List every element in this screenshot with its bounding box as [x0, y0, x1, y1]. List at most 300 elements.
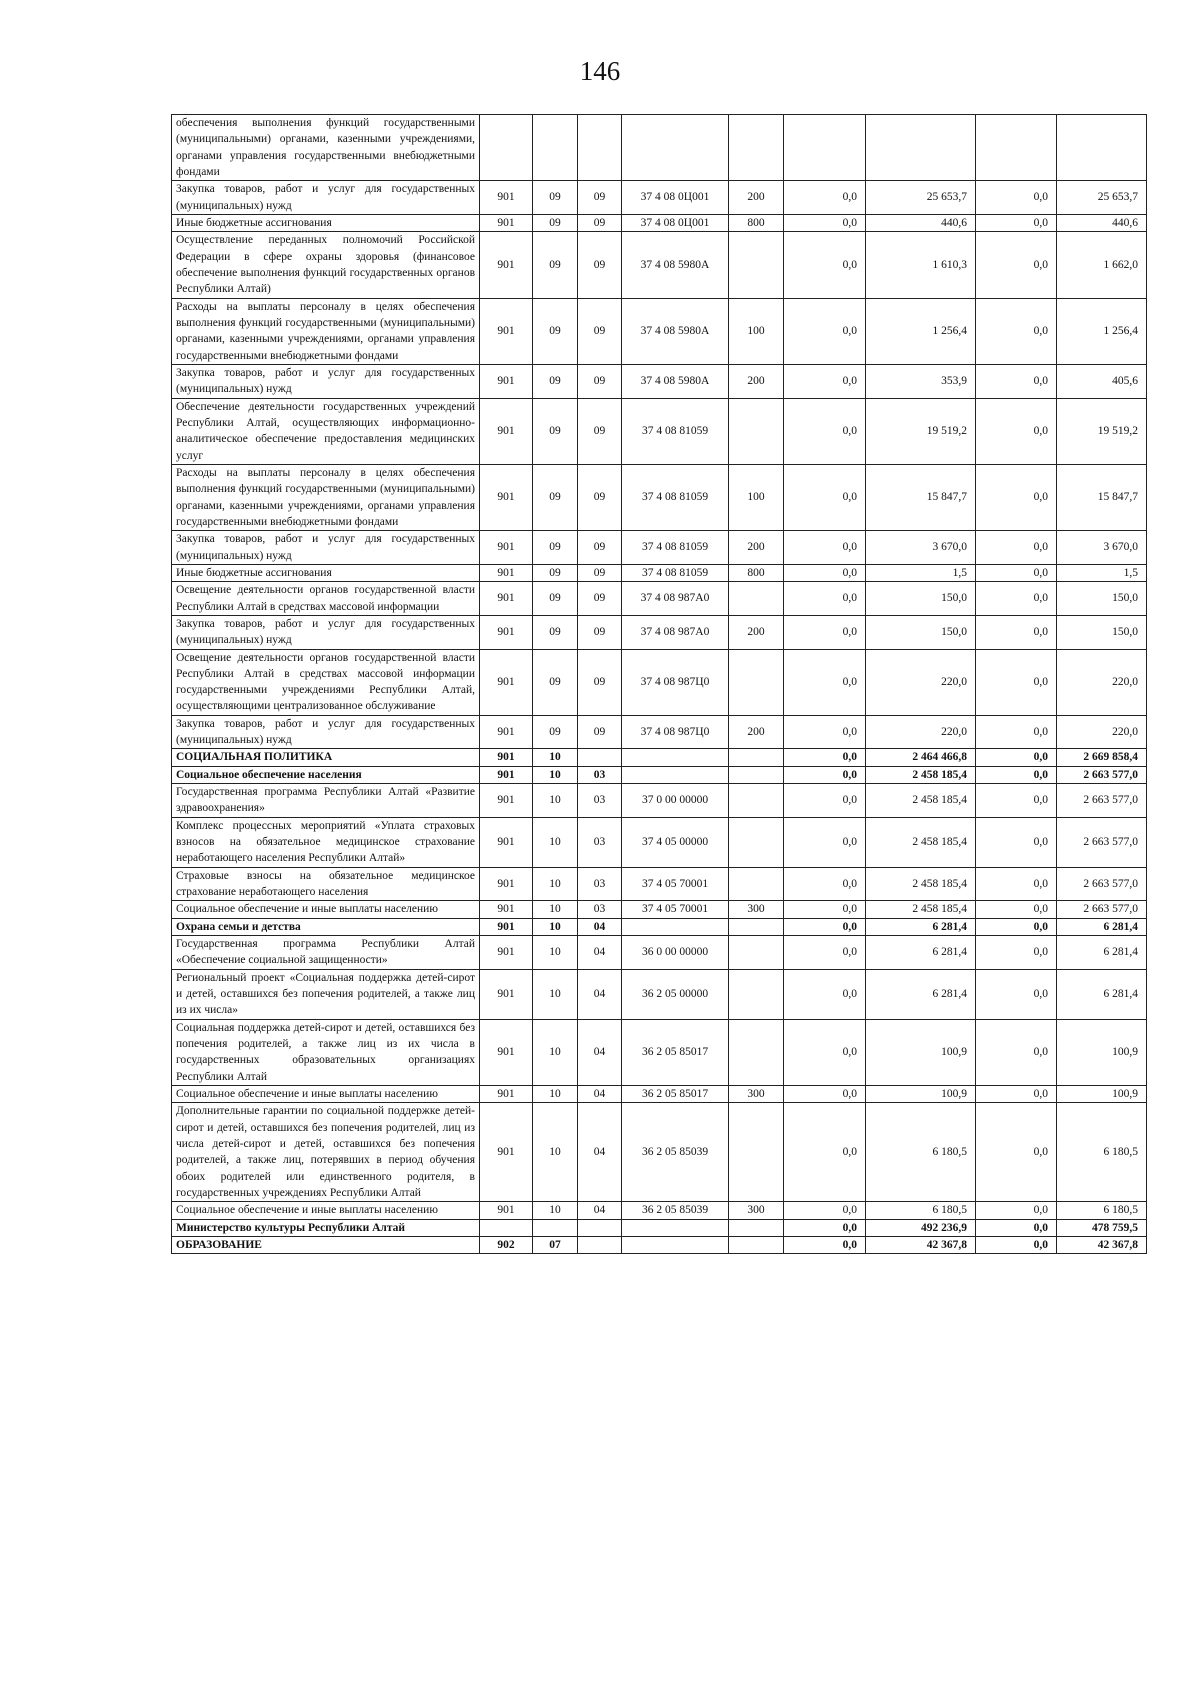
cell-amount-1	[784, 115, 866, 181]
cell-amount-1: 0,0	[784, 615, 866, 649]
cell-subsection: 09	[578, 564, 622, 581]
cell-grbs: 902	[480, 1236, 533, 1253]
cell-amount-1: 0,0	[784, 766, 866, 783]
cell-amount-1: 0,0	[784, 1202, 866, 1219]
cell-subsection: 04	[578, 936, 622, 970]
cell-amount-4: 150,0	[1057, 582, 1147, 616]
row-name: Освещение деятельности органов государственной власти Республики Алтай в средствах массовой информации	[172, 582, 480, 616]
row-name: Государственная программа Республики Алтай «Обеспечение социальной защищенности»	[172, 936, 480, 970]
table-row	[172, 969, 1147, 1019]
cell-expense-type	[729, 115, 784, 181]
table-row	[172, 115, 1147, 181]
cell-grbs: 901	[480, 1202, 533, 1219]
cell-grbs: 901	[480, 784, 533, 818]
cell-subsection: 09	[578, 582, 622, 616]
table-row	[172, 531, 1147, 565]
cell-section: 07	[533, 1236, 578, 1253]
cell-amount-3: 0,0	[976, 715, 1057, 749]
cell-subsection: 03	[578, 817, 622, 867]
cell-amount-3: 0,0	[976, 232, 1057, 298]
cell-expense-type	[729, 649, 784, 715]
table-row	[172, 214, 1147, 231]
cell-subsection: 09	[578, 214, 622, 231]
cell-amount-3: 0,0	[976, 817, 1057, 867]
cell-amount-1: 0,0	[784, 918, 866, 935]
cell-expense-type: 800	[729, 214, 784, 231]
page-number: 146	[579, 56, 621, 86]
cell-amount-1: 0,0	[784, 867, 866, 901]
row-name: Закупка товаров, работ и услуг для государственных (муниципальных) нужд	[172, 364, 480, 398]
cell-amount-4: 15 847,7	[1057, 464, 1147, 530]
cell-amount-4: 2 663 577,0	[1057, 766, 1147, 783]
cell-amount-3: 0,0	[976, 1219, 1057, 1236]
table-row	[172, 564, 1147, 581]
cell-amount-4: 478 759,5	[1057, 1219, 1147, 1236]
cell-section: 10	[533, 766, 578, 783]
cell-amount-4: 405,6	[1057, 364, 1147, 398]
cell-amount-3: 0,0	[976, 464, 1057, 530]
cell-grbs: 901	[480, 615, 533, 649]
cell-grbs: 901	[480, 649, 533, 715]
table-row	[172, 364, 1147, 398]
table-row	[172, 298, 1147, 364]
cell-expense-type	[729, 749, 784, 766]
cell-amount-4: 42 367,8	[1057, 1236, 1147, 1253]
cell-amount-2: 6 281,4	[866, 936, 976, 970]
cell-amount-3: 0,0	[976, 582, 1057, 616]
cell-section: 09	[533, 615, 578, 649]
cell-subsection	[578, 749, 622, 766]
cell-section: 10	[533, 1086, 578, 1103]
cell-grbs	[480, 1219, 533, 1236]
cell-target-article: 37 4 08 987Ц0	[622, 715, 729, 749]
cell-target-article: 37 4 08 5980А	[622, 298, 729, 364]
cell-grbs: 901	[480, 817, 533, 867]
cell-amount-2: 100,9	[866, 1086, 976, 1103]
cell-grbs	[480, 115, 533, 181]
cell-expense-type	[729, 766, 784, 783]
cell-expense-type: 200	[729, 715, 784, 749]
cell-section: 10	[533, 969, 578, 1019]
cell-subsection: 03	[578, 766, 622, 783]
table-row	[172, 615, 1147, 649]
cell-amount-2: 2 458 185,4	[866, 784, 976, 818]
cell-amount-4: 25 653,7	[1057, 181, 1147, 215]
cell-section: 10	[533, 901, 578, 918]
table-row	[172, 1103, 1147, 1202]
cell-grbs: 901	[480, 582, 533, 616]
cell-expense-type	[729, 936, 784, 970]
cell-grbs: 901	[480, 867, 533, 901]
cell-amount-4: 150,0	[1057, 615, 1147, 649]
cell-section: 09	[533, 564, 578, 581]
cell-amount-3: 0,0	[976, 918, 1057, 935]
cell-grbs: 901	[480, 298, 533, 364]
row-name: Социальное обеспечение и иные выплаты населению	[172, 1086, 480, 1103]
cell-grbs: 901	[480, 232, 533, 298]
cell-target-article: 37 4 08 81059	[622, 398, 729, 464]
cell-expense-type: 200	[729, 531, 784, 565]
cell-target-article	[622, 1219, 729, 1236]
cell-amount-1: 0,0	[784, 531, 866, 565]
cell-grbs: 901	[480, 564, 533, 581]
table-row	[172, 1236, 1147, 1253]
cell-target-article: 37 4 08 0Ц001	[622, 214, 729, 231]
cell-section: 09	[533, 398, 578, 464]
cell-section: 09	[533, 298, 578, 364]
cell-amount-1: 0,0	[784, 1103, 866, 1202]
cell-subsection	[578, 1219, 622, 1236]
cell-amount-3: 0,0	[976, 564, 1057, 581]
cell-section	[533, 115, 578, 181]
cell-amount-4: 100,9	[1057, 1019, 1147, 1085]
cell-section: 10	[533, 784, 578, 818]
cell-amount-1: 0,0	[784, 232, 866, 298]
cell-amount-2: 2 464 466,8	[866, 749, 976, 766]
cell-target-article	[622, 766, 729, 783]
cell-section: 09	[533, 181, 578, 215]
cell-subsection: 09	[578, 531, 622, 565]
cell-amount-4	[1057, 115, 1147, 181]
cell-amount-3	[976, 115, 1057, 181]
cell-section: 10	[533, 1202, 578, 1219]
row-name: Региональный проект «Социальная поддержка детей-сирот и детей, оставшихся без попечения родителей, а также лиц из их числа»	[172, 969, 480, 1019]
cell-expense-type: 300	[729, 1086, 784, 1103]
cell-amount-4: 2 663 577,0	[1057, 867, 1147, 901]
cell-expense-type: 200	[729, 364, 784, 398]
cell-amount-2	[866, 115, 976, 181]
row-name: ОБРАЗОВАНИЕ	[172, 1236, 480, 1253]
row-name: Закупка товаров, работ и услуг для государственных (муниципальных) нужд	[172, 181, 480, 215]
cell-amount-3: 0,0	[976, 766, 1057, 783]
table-row	[172, 1219, 1147, 1236]
cell-grbs: 901	[480, 531, 533, 565]
cell-section: 09	[533, 715, 578, 749]
cell-amount-3: 0,0	[976, 649, 1057, 715]
cell-amount-2: 220,0	[866, 649, 976, 715]
cell-target-article: 37 4 08 81059	[622, 531, 729, 565]
cell-amount-3: 0,0	[976, 784, 1057, 818]
cell-grbs: 901	[480, 715, 533, 749]
cell-subsection: 09	[578, 715, 622, 749]
cell-subsection: 04	[578, 1202, 622, 1219]
cell-amount-4: 6 281,4	[1057, 918, 1147, 935]
cell-grbs: 901	[480, 969, 533, 1019]
cell-amount-1: 0,0	[784, 181, 866, 215]
row-name: Закупка товаров, работ и услуг для государственных (муниципальных) нужд	[172, 615, 480, 649]
budget-table	[171, 114, 1147, 1254]
cell-amount-4: 220,0	[1057, 715, 1147, 749]
cell-amount-3: 0,0	[976, 398, 1057, 464]
cell-expense-type	[729, 969, 784, 1019]
cell-amount-1: 0,0	[784, 214, 866, 231]
cell-target-article	[622, 115, 729, 181]
row-name: Осуществление переданных полномочий Российской Федерации в сфере охраны здоровья (финансовое обеспечение выполнения функций государственных органов Республики Алтай)	[172, 232, 480, 298]
cell-section: 10	[533, 1019, 578, 1085]
cell-target-article: 37 4 05 70001	[622, 867, 729, 901]
cell-amount-4: 2 663 577,0	[1057, 784, 1147, 818]
cell-amount-2: 150,0	[866, 615, 976, 649]
row-name: Социальное обеспечение населения	[172, 766, 480, 783]
cell-expense-type	[729, 784, 784, 818]
cell-target-article: 36 2 05 00000	[622, 969, 729, 1019]
cell-expense-type: 200	[729, 181, 784, 215]
cell-grbs: 901	[480, 464, 533, 530]
cell-amount-1: 0,0	[784, 936, 866, 970]
row-name: Социальная поддержка детей-сирот и детей, оставшихся без попечения родителей, а также лиц из их числа в государственных образовательных организациях Республики Алтай	[172, 1019, 480, 1085]
cell-subsection: 09	[578, 298, 622, 364]
cell-amount-2: 3 670,0	[866, 531, 976, 565]
cell-target-article: 37 4 08 5980А	[622, 232, 729, 298]
cell-section	[533, 1219, 578, 1236]
cell-amount-3: 0,0	[976, 181, 1057, 215]
cell-amount-3: 0,0	[976, 1236, 1057, 1253]
cell-amount-3: 0,0	[976, 1019, 1057, 1085]
cell-subsection: 09	[578, 398, 622, 464]
cell-amount-2: 2 458 185,4	[866, 766, 976, 783]
cell-subsection: 04	[578, 918, 622, 935]
cell-amount-4: 1,5	[1057, 564, 1147, 581]
cell-amount-2: 2 458 185,4	[866, 867, 976, 901]
cell-amount-3: 0,0	[976, 749, 1057, 766]
cell-amount-2: 1,5	[866, 564, 976, 581]
cell-amount-1: 0,0	[784, 817, 866, 867]
cell-grbs: 901	[480, 918, 533, 935]
cell-target-article: 36 2 05 85039	[622, 1103, 729, 1202]
row-name: обеспечения выполнения функций государственными (муниципальными) органами, казенными учреждениями, органами управления государственными внебюджетными фондами	[172, 115, 480, 181]
cell-section: 10	[533, 867, 578, 901]
cell-amount-3: 0,0	[976, 364, 1057, 398]
cell-grbs: 901	[480, 901, 533, 918]
cell-amount-4: 2 663 577,0	[1057, 817, 1147, 867]
cell-amount-1: 0,0	[784, 464, 866, 530]
cell-subsection: 09	[578, 181, 622, 215]
cell-amount-3: 0,0	[976, 936, 1057, 970]
cell-amount-2: 1 610,3	[866, 232, 976, 298]
cell-target-article: 36 2 05 85017	[622, 1019, 729, 1085]
cell-expense-type	[729, 867, 784, 901]
budget-table-body	[172, 115, 1147, 1254]
row-name: Социальное обеспечение и иные выплаты населению	[172, 901, 480, 918]
cell-amount-1: 0,0	[784, 582, 866, 616]
cell-subsection: 04	[578, 1019, 622, 1085]
row-name: Страховые взносы на обязательное медицинское страхование неработающего населения	[172, 867, 480, 901]
cell-target-article: 37 4 08 987Ц0	[622, 649, 729, 715]
cell-amount-3: 0,0	[976, 867, 1057, 901]
cell-amount-1: 0,0	[784, 1219, 866, 1236]
cell-subsection: 04	[578, 1086, 622, 1103]
cell-amount-3: 0,0	[976, 298, 1057, 364]
cell-amount-4: 6 281,4	[1057, 936, 1147, 970]
row-name: Обеспечение деятельности государственных учреждений Республики Алтай, осуществляющих информационно-аналитическое обеспечение предоставления медицинских услуг	[172, 398, 480, 464]
table-row	[172, 1086, 1147, 1103]
cell-amount-3: 0,0	[976, 901, 1057, 918]
cell-grbs: 901	[480, 181, 533, 215]
cell-target-article	[622, 918, 729, 935]
cell-section: 09	[533, 649, 578, 715]
cell-target-article: 36 0 00 00000	[622, 936, 729, 970]
table-row	[172, 817, 1147, 867]
table-row	[172, 232, 1147, 298]
cell-amount-4: 3 670,0	[1057, 531, 1147, 565]
table-row	[172, 918, 1147, 935]
row-name: Министерство культуры Республики Алтай	[172, 1219, 480, 1236]
cell-section: 10	[533, 749, 578, 766]
cell-grbs: 901	[480, 398, 533, 464]
cell-amount-2: 150,0	[866, 582, 976, 616]
cell-amount-3: 0,0	[976, 531, 1057, 565]
cell-amount-4: 100,9	[1057, 1086, 1147, 1103]
row-name: Комплекс процессных мероприятий «Уплата страховых взносов на обязательное медицинское страхование неработающего населения Республики Алтай»	[172, 817, 480, 867]
cell-amount-1: 0,0	[784, 364, 866, 398]
cell-grbs: 901	[480, 749, 533, 766]
cell-amount-1: 0,0	[784, 398, 866, 464]
cell-amount-2: 100,9	[866, 1019, 976, 1085]
cell-expense-type: 200	[729, 615, 784, 649]
cell-section: 09	[533, 232, 578, 298]
cell-amount-1: 0,0	[784, 715, 866, 749]
cell-amount-3: 0,0	[976, 1086, 1057, 1103]
cell-section: 10	[533, 1103, 578, 1202]
cell-expense-type	[729, 1236, 784, 1253]
row-name: Иные бюджетные ассигнования	[172, 564, 480, 581]
row-name: Охрана семьи и детства	[172, 918, 480, 935]
cell-section: 09	[533, 582, 578, 616]
table-row	[172, 1202, 1147, 1219]
cell-expense-type: 800	[729, 564, 784, 581]
cell-amount-1: 0,0	[784, 298, 866, 364]
cell-amount-2: 25 653,7	[866, 181, 976, 215]
table-row	[172, 936, 1147, 970]
cell-grbs: 901	[480, 936, 533, 970]
cell-amount-2: 220,0	[866, 715, 976, 749]
table-row	[172, 715, 1147, 749]
row-name: Социальное обеспечение и иные выплаты населению	[172, 1202, 480, 1219]
cell-subsection: 03	[578, 901, 622, 918]
cell-expense-type: 100	[729, 464, 784, 530]
cell-amount-2: 2 458 185,4	[866, 817, 976, 867]
cell-expense-type	[729, 582, 784, 616]
cell-amount-4: 440,6	[1057, 214, 1147, 231]
table-row	[172, 901, 1147, 918]
row-name: Закупка товаров, работ и услуг для государственных (муниципальных) нужд	[172, 531, 480, 565]
cell-amount-1: 0,0	[784, 564, 866, 581]
cell-target-article: 37 0 00 00000	[622, 784, 729, 818]
cell-amount-3: 0,0	[976, 1103, 1057, 1202]
cell-target-article: 37 4 08 5980А	[622, 364, 729, 398]
table-row	[172, 867, 1147, 901]
cell-amount-4: 1 256,4	[1057, 298, 1147, 364]
cell-amount-3: 0,0	[976, 969, 1057, 1019]
cell-subsection: 09	[578, 364, 622, 398]
row-name: Государственная программа Республики Алтай «Развитие здравоохранения»	[172, 784, 480, 818]
cell-target-article: 37 4 08 987А0	[622, 582, 729, 616]
cell-subsection: 09	[578, 232, 622, 298]
cell-expense-type	[729, 817, 784, 867]
cell-amount-2: 6 180,5	[866, 1202, 976, 1219]
cell-amount-1: 0,0	[784, 1019, 866, 1085]
cell-subsection: 03	[578, 867, 622, 901]
cell-amount-3: 0,0	[976, 1202, 1057, 1219]
cell-subsection	[578, 1236, 622, 1253]
cell-amount-4: 6 281,4	[1057, 969, 1147, 1019]
cell-amount-2: 6 180,5	[866, 1103, 976, 1202]
cell-grbs: 901	[480, 214, 533, 231]
cell-expense-type: 300	[729, 1202, 784, 1219]
cell-amount-1: 0,0	[784, 901, 866, 918]
cell-section: 09	[533, 214, 578, 231]
cell-amount-4: 6 180,5	[1057, 1202, 1147, 1219]
cell-amount-2: 492 236,9	[866, 1219, 976, 1236]
cell-grbs: 901	[480, 1103, 533, 1202]
cell-section: 10	[533, 918, 578, 935]
row-name: Освещение деятельности органов государственной власти Республики Алтай в средствах массовой информации государственными учреждениями Республики Алтай, осуществляющими централизованное обслуживание	[172, 649, 480, 715]
table-row	[172, 398, 1147, 464]
cell-amount-2: 2 458 185,4	[866, 901, 976, 918]
cell-amount-2: 15 847,7	[866, 464, 976, 530]
cell-subsection: 04	[578, 969, 622, 1019]
cell-expense-type	[729, 1219, 784, 1236]
cell-target-article: 37 4 05 70001	[622, 901, 729, 918]
cell-amount-2: 353,9	[866, 364, 976, 398]
row-name: Иные бюджетные ассигнования	[172, 214, 480, 231]
cell-amount-1: 0,0	[784, 649, 866, 715]
cell-target-article: 36 2 05 85039	[622, 1202, 729, 1219]
cell-grbs: 901	[480, 766, 533, 783]
cell-expense-type	[729, 232, 784, 298]
cell-expense-type	[729, 918, 784, 935]
table-row	[172, 1019, 1147, 1085]
cell-amount-4: 2 663 577,0	[1057, 901, 1147, 918]
cell-grbs: 901	[480, 364, 533, 398]
cell-amount-4: 6 180,5	[1057, 1103, 1147, 1202]
cell-amount-4: 2 669 858,4	[1057, 749, 1147, 766]
cell-target-article: 37 4 08 81059	[622, 564, 729, 581]
cell-target-article	[622, 1236, 729, 1253]
cell-expense-type	[729, 1103, 784, 1202]
cell-amount-1: 0,0	[784, 969, 866, 1019]
cell-subsection: 03	[578, 784, 622, 818]
cell-subsection	[578, 115, 622, 181]
cell-target-article: 37 4 08 81059	[622, 464, 729, 530]
row-name: Расходы на выплаты персоналу в целях обеспечения выполнения функций государственными (муниципальными) органами, казенными учреждениями, органами управления государственными внебюджетными фондами	[172, 298, 480, 364]
cell-subsection: 09	[578, 464, 622, 530]
cell-expense-type	[729, 1019, 784, 1085]
cell-expense-type: 100	[729, 298, 784, 364]
row-name: СОЦИАЛЬНАЯ ПОЛИТИКА	[172, 749, 480, 766]
cell-amount-2: 19 519,2	[866, 398, 976, 464]
table-row	[172, 181, 1147, 215]
cell-expense-type	[729, 398, 784, 464]
cell-grbs: 901	[480, 1086, 533, 1103]
table-row	[172, 582, 1147, 616]
cell-target-article: 37 4 05 00000	[622, 817, 729, 867]
cell-grbs: 901	[480, 1019, 533, 1085]
table-row	[172, 749, 1147, 766]
cell-subsection: 09	[578, 649, 622, 715]
cell-section: 10	[533, 936, 578, 970]
cell-target-article: 37 4 08 0Ц001	[622, 181, 729, 215]
cell-amount-2: 440,6	[866, 214, 976, 231]
cell-amount-1: 0,0	[784, 1086, 866, 1103]
cell-section: 09	[533, 464, 578, 530]
table-row	[172, 784, 1147, 818]
table-row	[172, 649, 1147, 715]
cell-amount-1: 0,0	[784, 784, 866, 818]
cell-section: 09	[533, 531, 578, 565]
cell-amount-2: 1 256,4	[866, 298, 976, 364]
cell-subsection: 09	[578, 615, 622, 649]
